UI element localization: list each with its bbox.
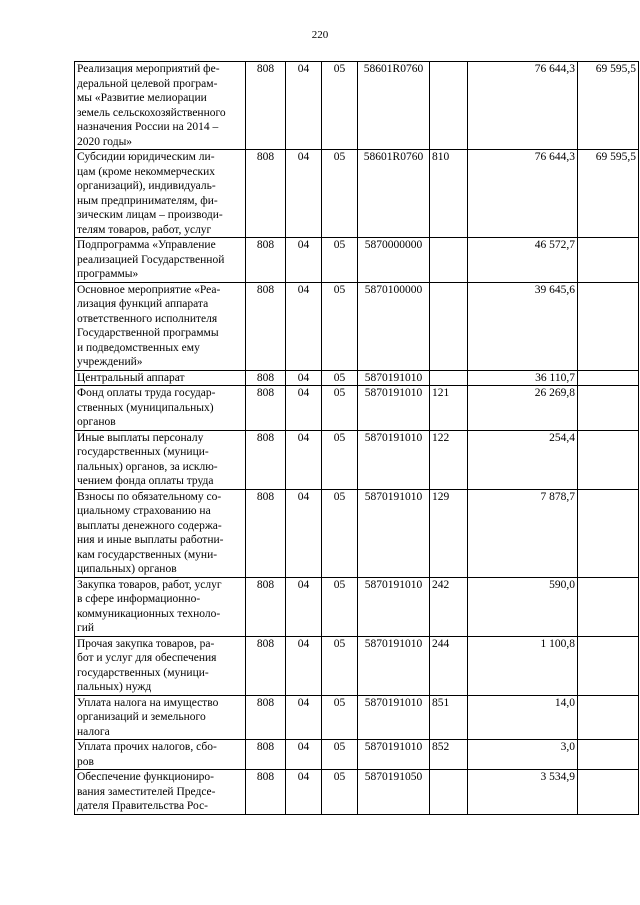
amount-year2-cell [578,370,639,386]
item-name-line: ров [77,755,94,768]
amount-year1-cell: 14,0 [468,695,578,740]
amount-year1-cell: 1 100,8 [468,636,578,695]
item-name-line: Уплата налога на имущество [77,696,219,709]
section-code-cell: 04 [286,370,322,386]
amount-year1-cell: 254,4 [468,430,578,489]
ministry-code-cell: 808 [246,238,286,283]
target-article-cell: 5870191010 [358,489,430,577]
amount-year2-cell [578,695,639,740]
table-row [75,370,639,386]
table-row [75,150,639,238]
item-name-line: ципальных) органов [77,563,177,575]
item-name-line: ответственного исполнителя [77,312,218,325]
amount-year1-cell: 3,0 [468,740,578,770]
amount-year2-cell [578,740,639,770]
item-name-line: цам (кроме некоммерческих [77,165,216,178]
section-code-cell: 04 [286,577,322,636]
section-code-cell: 04 [286,770,322,815]
table-row [75,62,639,150]
amount-year2-cell [578,489,639,577]
section-code-cell: 04 [286,238,322,283]
item-name-line: в сфере информационно- [77,593,201,605]
item-name-line: Взносы по обязательному со- [77,490,222,503]
amount-year1-cell: 590,0 [468,577,578,636]
target-article-cell: 5870191010 [358,636,430,695]
amount-year2-cell [578,238,639,283]
item-name-line: вания заместителей Предсе- [77,785,216,798]
target-article-cell: 58601R0760 [358,150,430,238]
target-article-cell: 5870191010 [358,740,430,770]
item-name-line: мы «Развитие мелиорации [77,92,207,104]
item-name-cell [75,740,246,770]
ministry-code-cell: 808 [246,150,286,238]
item-name-line: ным предпринимателям, фи- [77,194,218,207]
item-name-line: Уплата прочих налогов, сбо- [77,741,217,753]
expense-type-cell: 851 [430,695,468,740]
item-name-line: пальных) органов, за исклю- [77,460,218,473]
item-name-cell [75,282,246,370]
target-article-cell: 5870100000 [358,282,430,370]
subsection-code-cell: 05 [322,430,358,489]
section-code-cell: 04 [286,282,322,370]
target-article-cell: 5870191010 [358,577,430,636]
item-name-line: органов [77,416,116,428]
subsection-code-cell: 05 [322,740,358,770]
table-row [75,489,639,577]
subsection-code-cell: 05 [322,577,358,636]
item-name-line: Фонд оплаты труда государ- [77,387,216,399]
item-name-line: бот и услуг для обеспечения [77,652,217,664]
item-name-cell [75,150,246,238]
amount-year1-cell: 76 644,3 [468,62,578,150]
amount-year2-cell [578,430,639,489]
item-name-cell [75,62,246,150]
section-code-cell: 04 [286,489,322,577]
section-code-cell: 04 [286,636,322,695]
amount-year1-cell: 39 645,6 [468,282,578,370]
amount-year2-cell: 69 595,5 [578,150,639,238]
item-name-line: Обеспечение функциониро- [77,771,215,783]
expense-type-cell: 852 [430,740,468,770]
section-code-cell: 04 [286,695,322,740]
target-article-cell: 5870191010 [358,370,430,386]
table-row [75,577,639,636]
item-name-line: Иные выплаты персоналу [77,431,204,444]
item-name-line: деральной целевой програм- [77,77,218,90]
table-row [75,695,639,740]
item-name-line: организаций и земельного [77,711,206,723]
section-code-cell: 04 [286,150,322,238]
item-name-line: налога [77,725,110,738]
section-code-cell: 04 [286,386,322,431]
amount-year1-cell: 76 644,3 [468,150,578,238]
item-name-line: реализацией Государственной [77,253,225,266]
item-name-line: Прочая закупка товаров, ра- [77,637,215,650]
expense-type-cell: 121 [430,386,468,431]
subsection-code-cell: 05 [322,770,358,815]
target-article-cell: 5870191010 [358,695,430,740]
item-name-line: дателя Правительства Рос- [77,800,209,812]
budget-table [74,61,639,815]
amount-year1-cell: 26 269,8 [468,386,578,431]
ministry-code-cell: 808 [246,770,286,815]
item-name-line: выплаты денежного содержа- [77,519,222,532]
expense-type-cell [430,370,468,386]
subsection-code-cell: 05 [322,489,358,577]
expense-type-cell [430,770,468,815]
item-name-cell [75,370,246,386]
ministry-code-cell: 808 [246,740,286,770]
ministry-code-cell: 808 [246,370,286,386]
item-name-line: телям товаров, работ, услуг [77,223,212,236]
item-name-line: назначения России на 2014 – [77,121,219,133]
target-article-cell: 5870191010 [358,430,430,489]
item-name-line: циальному страхованию на [77,505,211,517]
item-name-line: государственных (муници- [77,446,209,458]
item-name-line: 2020 годы» [77,135,133,148]
ministry-code-cell: 808 [246,695,286,740]
amount-year1-cell: 36 110,7 [468,370,578,386]
item-name-cell [75,636,246,695]
expense-type-cell: 810 [430,150,468,238]
amount-year2-cell [578,577,639,636]
item-name-line: организаций), индивидуаль- [77,180,216,192]
item-name-cell [75,770,246,815]
target-article-cell: 58601R0760 [358,62,430,150]
subsection-code-cell: 05 [322,636,358,695]
item-name-line: Подпрограмма «Управление [77,239,216,251]
item-name-line: и подведомственных ему [77,341,200,354]
ministry-code-cell: 808 [246,386,286,431]
ministry-code-cell: 808 [246,489,286,577]
expense-type-cell: 244 [430,636,468,695]
amount-year2-cell [578,282,639,370]
expense-type-cell [430,282,468,370]
amount-year2-cell: 69 595,5 [578,62,639,150]
amount-year1-cell: 46 572,7 [468,238,578,283]
amount-year2-cell [578,770,639,815]
item-name-line: пальных) нужд [77,681,152,693]
subsection-code-cell: 05 [322,370,358,386]
item-name-line: учреждений» [77,356,143,368]
ministry-code-cell: 808 [246,282,286,370]
subsection-code-cell: 05 [322,386,358,431]
amount-year1-cell: 3 534,9 [468,770,578,815]
amount-year1-cell: 7 878,7 [468,489,578,577]
ministry-code-cell: 808 [246,62,286,150]
page-number: 220 [311,29,329,41]
table-row [75,238,639,283]
item-name-line: кам государственных (муни- [77,548,218,561]
expense-type-cell [430,62,468,150]
subsection-code-cell: 05 [322,238,358,283]
target-article-cell: 5870191050 [358,770,430,815]
item-name-line: Закупка товаров, работ, услуг [77,578,222,591]
item-name-line: ственных (муниципальных) [77,401,214,414]
item-name-line: чением фонда оплаты труда [77,475,214,487]
item-name-cell [75,489,246,577]
item-name-line: гий [77,622,95,634]
expense-type-cell [430,238,468,283]
subsection-code-cell: 05 [322,282,358,370]
section-code-cell: 04 [286,740,322,770]
item-name-line: Государственной программы [77,327,219,339]
item-name-cell [75,386,246,431]
item-name-cell [75,238,246,283]
ministry-code-cell: 808 [246,577,286,636]
table-row [75,386,639,431]
item-name-line: государственных (муници- [77,666,209,679]
item-name-line: Центральный аппарат [77,371,185,384]
amount-year2-cell [578,386,639,431]
section-code-cell: 04 [286,62,322,150]
expense-type-cell: 129 [430,489,468,577]
item-name-line: лизация функций аппарата [77,298,209,310]
item-name-line: ния и иные выплаты работни- [77,534,224,546]
item-name-cell [75,577,246,636]
item-name-line: коммуникационных техноло- [77,607,221,620]
item-name-line: программы» [77,268,139,280]
target-article-cell: 5870191010 [358,386,430,431]
section-code-cell: 04 [286,430,322,489]
item-name-line: зическим лицам – производи- [77,209,223,221]
subsection-code-cell: 05 [322,150,358,238]
amount-year2-cell [578,636,639,695]
item-name-line: Основное мероприятие «Реа- [77,283,221,296]
table-row [75,770,639,815]
subsection-code-cell: 05 [322,62,358,150]
table-row [75,282,639,370]
expense-type-cell: 122 [430,430,468,489]
item-name-cell [75,430,246,489]
expense-type-cell: 242 [430,577,468,636]
item-name-line: Реализация мероприятий фе- [77,63,220,75]
item-name-cell [75,695,246,740]
ministry-code-cell: 808 [246,636,286,695]
ministry-code-cell: 808 [246,430,286,489]
table-row [75,430,639,489]
table-row [75,740,639,770]
target-article-cell: 5870000000 [358,238,430,283]
item-name-line: земель сельскохозяйственного [77,106,226,119]
table-row [75,636,639,695]
item-name-line: Субсидии юридическим ли- [77,151,215,163]
subsection-code-cell: 05 [322,695,358,740]
